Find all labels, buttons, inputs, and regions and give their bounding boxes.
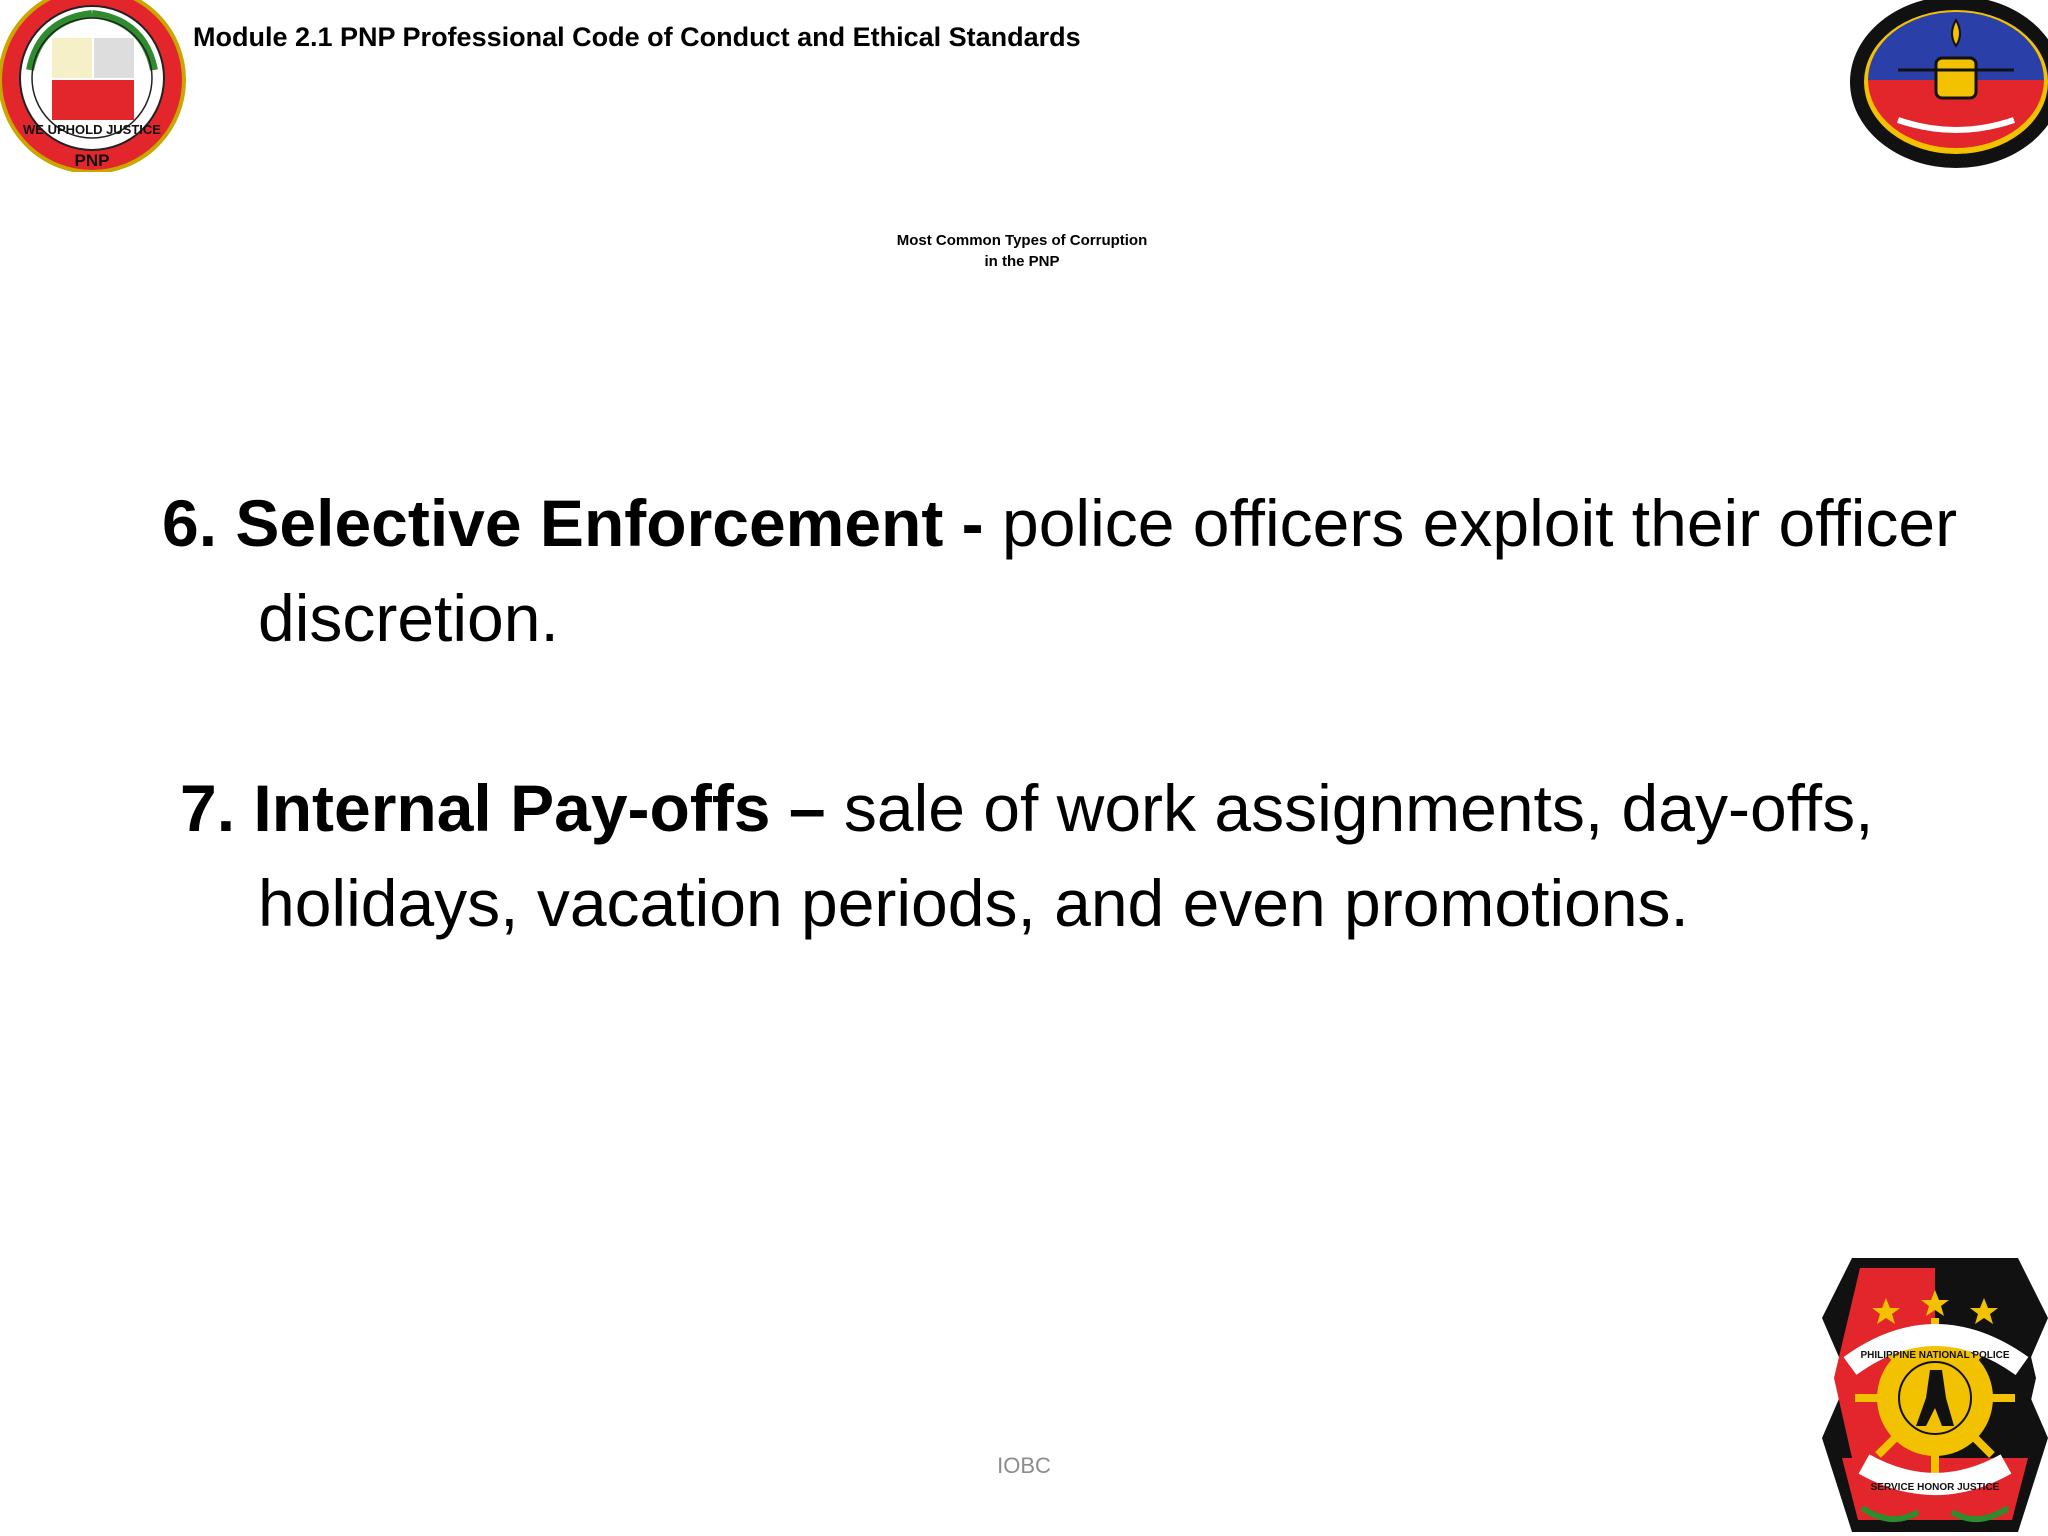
pnp-badge-graphic <box>1822 1258 2048 1532</box>
slide-heading-line2: in the PNP <box>984 253 1060 270</box>
badge-bottom-text: SERVICE HONOR JUSTICE <box>1870 1482 2000 1493</box>
pnp-seal-logo-left <box>0 0 188 172</box>
item-term: Internal Pay-offs – <box>253 771 826 845</box>
item-term: Selective Enforcement - <box>235 486 984 560</box>
seal-graphic <box>0 0 188 172</box>
corruption-item-7 <box>180 761 1958 951</box>
pnp-badge-logo <box>1822 1258 2048 1532</box>
slide-heading <box>822 230 1222 272</box>
detective-seal-graphic <box>1838 0 2048 170</box>
item-description: sale of work assignments, day-offs, holidays, vacation periods, and even promotions. <box>258 771 1874 940</box>
badge-top-text: PHILIPPINE NATIONAL POLICE <box>1860 1350 2010 1361</box>
seal-motto-text: WE UPHOLD JUSTICE <box>23 122 161 137</box>
item-number: 6. <box>162 486 218 560</box>
item-description: police officers exploit their officer discretion. <box>258 486 1958 655</box>
item-number: 7. <box>180 771 236 845</box>
footer-label: IOBC <box>997 1453 1051 1478</box>
module-title: Module 2.1 PNP Professional Code of Conduct and Ethical Standards <box>193 22 1081 52</box>
corruption-item-6 <box>162 476 1958 666</box>
slide-heading-line1: Most Common Types of Corruption <box>896 232 1148 249</box>
seal-bottom-text: PNP <box>74 151 110 170</box>
detective-seal-logo <box>1838 0 2048 170</box>
